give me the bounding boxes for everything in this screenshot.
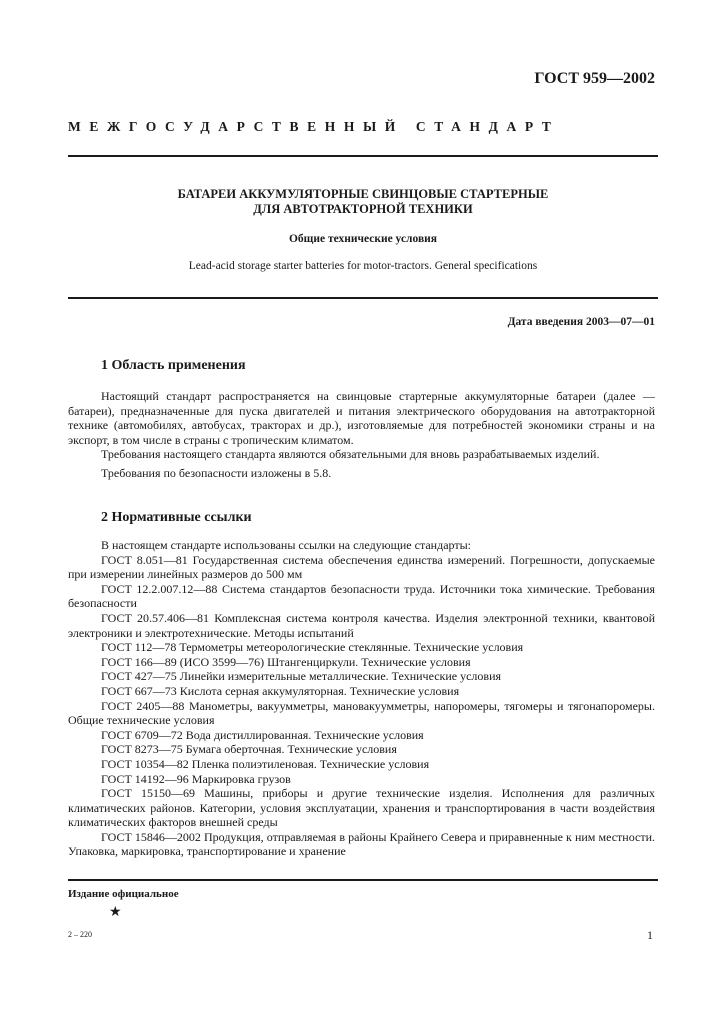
- reference-item: ГОСТ 166—89 (ИСО 3599—76) Штангенциркули. Технические условия: [101, 654, 471, 669]
- footer-divider: [68, 879, 658, 881]
- title-divider: [68, 297, 658, 299]
- section-1-heading: 1 Область применения: [101, 358, 246, 373]
- section-1-body: [68, 389, 655, 481]
- section-2-body: [68, 538, 655, 859]
- page-number: 1: [647, 928, 653, 942]
- reference-item: ГОСТ 14192—96 Маркировка грузов: [101, 771, 291, 786]
- reference-item: ГОСТ 427—75 Линейки измерительные металлические. Технические условия: [101, 669, 502, 684]
- document-subtitle: Общие технические условия: [288, 233, 438, 245]
- english-title: Lead-acid storage starter batteries for motor-tractors. General specifications: [188, 260, 538, 272]
- reference-item: ГОСТ 15150—69 Машины, приборы и другие технические изделия. Исполнения для различных климатических районов. Категории, условия эксплуатации, хранения и транспортирования в части воздействия климатических факторов внешней среды: [68, 786, 655, 830]
- reference-item: ГОСТ 8273—75 Бумага оберточная. Технические условия: [101, 742, 397, 757]
- reference-item: ГОСТ 8.051—81 Государственная система обеспечения единства измерений. Погрешности, допускаемые при измерении линейных размеров до 500 мм: [68, 552, 655, 582]
- star-mark: ★: [109, 905, 122, 920]
- reference-item: ГОСТ 667—73 Кислота серная аккумуляторная. Технические условия: [101, 683, 460, 698]
- section-2-heading: 2 Нормативные ссылки: [101, 510, 252, 525]
- reference-item: ГОСТ 112—78 Термометры метеорологические стеклянные. Технические условия: [101, 640, 524, 655]
- reference-item: ГОСТ 6709—72 Вода дистиллированная. Технические условия: [101, 727, 424, 742]
- document-title: [68, 187, 658, 217]
- paragraph: Требования настоящего стандарта являются обязательными для вновь разрабатываемых изделий.: [101, 447, 600, 462]
- reference-item: ГОСТ 12.2.007.12—88 Система стандартов безопасности труда. Источники тока химические. Требования безопасности: [68, 581, 655, 611]
- edition-label: Издание официальное: [68, 888, 179, 900]
- reference-item: ГОСТ 2405—88 Манометры, вакуумметры, мановакуумметры, напоромеры, тягомеры и тягонапоромеры. Общие технические условия: [68, 698, 655, 728]
- paragraph: Требования по безопасности изложены в 5.8.: [101, 465, 332, 480]
- paragraph: Настоящий стандарт распространяется на свинцовые стартерные аккумуляторные батареи (далее — батареи), предназначенные для пуска двигателей и питания электрического оборудования на автотракторной технике (автомобилях, автобусах, тракторах и др.), изготовляемые для потребностей экономики страны и на экспорт, в том числе в страны с тропическим климатом.: [68, 389, 655, 447]
- introduction-date: Дата введения 2003—07—01: [507, 316, 655, 328]
- title-line-2: ДЛЯ АВТОТРАКТОРНОЙ ТЕХНИКИ: [253, 202, 473, 216]
- title-line-1: БАТАРЕИ АККУМУЛЯТОРНЫЕ СВИНЦОВЫЕ СТАРТЕРНЫЕ: [177, 187, 549, 201]
- reference-item: ГОСТ 10354—82 Пленка полиэтиленовая. Технические условия: [101, 756, 430, 771]
- print-code: 2 – 220: [68, 930, 92, 939]
- paragraph: В настоящем стандарте использованы ссылки на следующие стандарты:: [101, 538, 472, 552]
- reference-item: ГОСТ 20.57.406—81 Комплексная система контроля качества. Изделия электронной техники, квантовой электроники и электротехнические. Методы испытаний: [68, 610, 655, 640]
- top-divider: [68, 155, 658, 157]
- reference-item: ГОСТ 15846—2002 Продукция, отправляемая в районы Крайнего Севера и приравненные к ним местности. Упаковка, маркировка, транспортирование и хранение: [68, 829, 655, 859]
- gost-number: ГОСТ 959—2002: [534, 70, 655, 87]
- standard-type-heading: МЕЖГОСУДАРСТВЕННЫЙ СТАНДАРТ: [68, 119, 560, 134]
